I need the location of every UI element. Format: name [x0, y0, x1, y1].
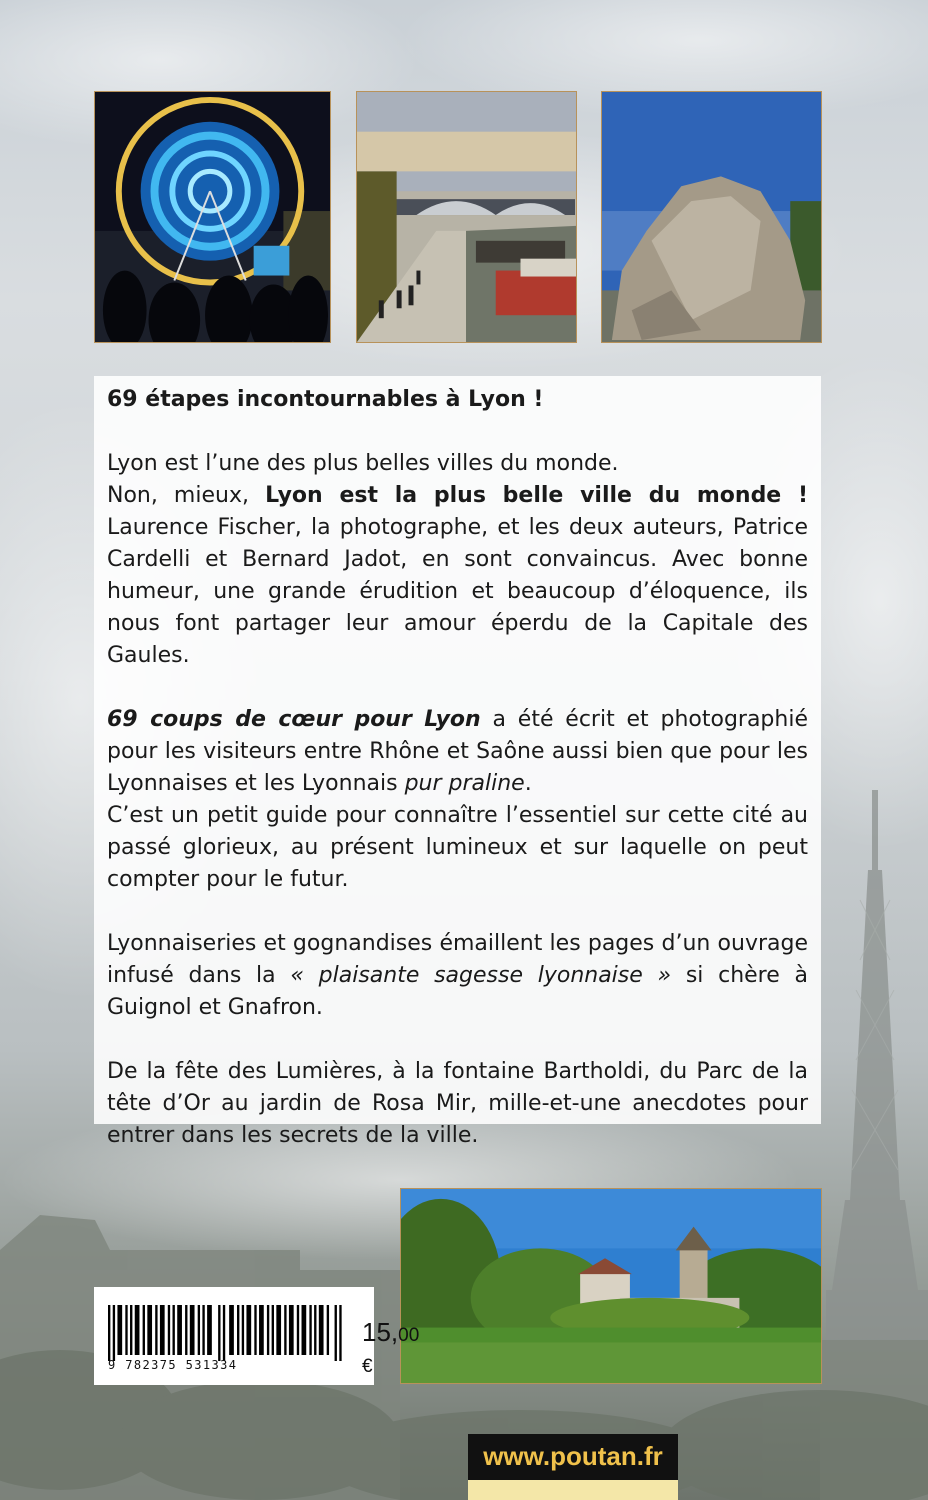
photo-rock	[601, 91, 822, 343]
description-quote: « plaisante sagesse lyonnaise »	[290, 963, 672, 988]
photo-ferris-wheel	[94, 91, 331, 343]
price	[362, 1317, 419, 1379]
description-text: si chère à Guignol et Gnafron.	[107, 963, 808, 1020]
photo-quay-bridge	[356, 91, 577, 343]
description-text: .	[524, 771, 532, 796]
description-panel	[94, 376, 821, 1148]
price-cents: 00 €	[362, 1325, 420, 1377]
description-line: Lyon est l’une des plus belles villes du monde.	[107, 451, 619, 476]
description-text: Laurence Fischer, la photographe, et les deux auteurs, Patrice Cardelli et Bernard Jadot, en sont convaincus. Avec bonne humeur, une grande érudition et beaucoup d’éloquence, ils nous font partager leur amour éperdu de la Capitale des Gaules.	[107, 515, 808, 668]
description-text: Non, mieux,	[107, 483, 266, 508]
description-paragraph	[107, 480, 808, 672]
description-paragraph: De la fête des Lumières, à la fontaine Bartholdi, du Parc de la tête d’Or au jardin de Rosa Mir, mille-et-une anecdotes pour entrer dans les secrets de la ville.	[107, 1059, 808, 1148]
price-main: 15,	[362, 1317, 399, 1347]
website-box[interactable]	[468, 1434, 678, 1480]
description-bold: Lyon est la plus belle ville du monde !	[265, 483, 809, 508]
website-link[interactable]: www.poutan.fr	[483, 1441, 663, 1471]
book-title: 69 coups de cœur pour Lyon	[107, 707, 481, 732]
photo-island-tower	[400, 1188, 822, 1384]
description-paragraph	[107, 928, 808, 1024]
description-italic: pur praline	[404, 771, 525, 796]
barcode-price-box	[94, 1287, 420, 1385]
description-paragraph: C’est un petit guide pour connaître l’essentiel sur cette cité au passé glorieux, au présent lumineux et sur laquelle on peut compter pour le futur.	[107, 803, 808, 892]
barcode-icon	[108, 1305, 344, 1361]
description-paragraph	[107, 704, 808, 800]
description-text: a été écrit et photographié pour les visiteurs entre Rhône et Saône aussi bien que pour les Lyonnaises et les Lyonnais	[107, 707, 808, 796]
description-text: Lyonnaiseries et gognandises émaillent les pages d’un ouvrage infusé dans la	[107, 931, 808, 988]
tower-silhouette	[826, 790, 928, 1350]
description-heading: 69 étapes incontournables à Lyon !	[107, 387, 544, 412]
barcode-digits: 9 782375 531334	[108, 1358, 238, 1372]
website-strip	[468, 1480, 678, 1500]
